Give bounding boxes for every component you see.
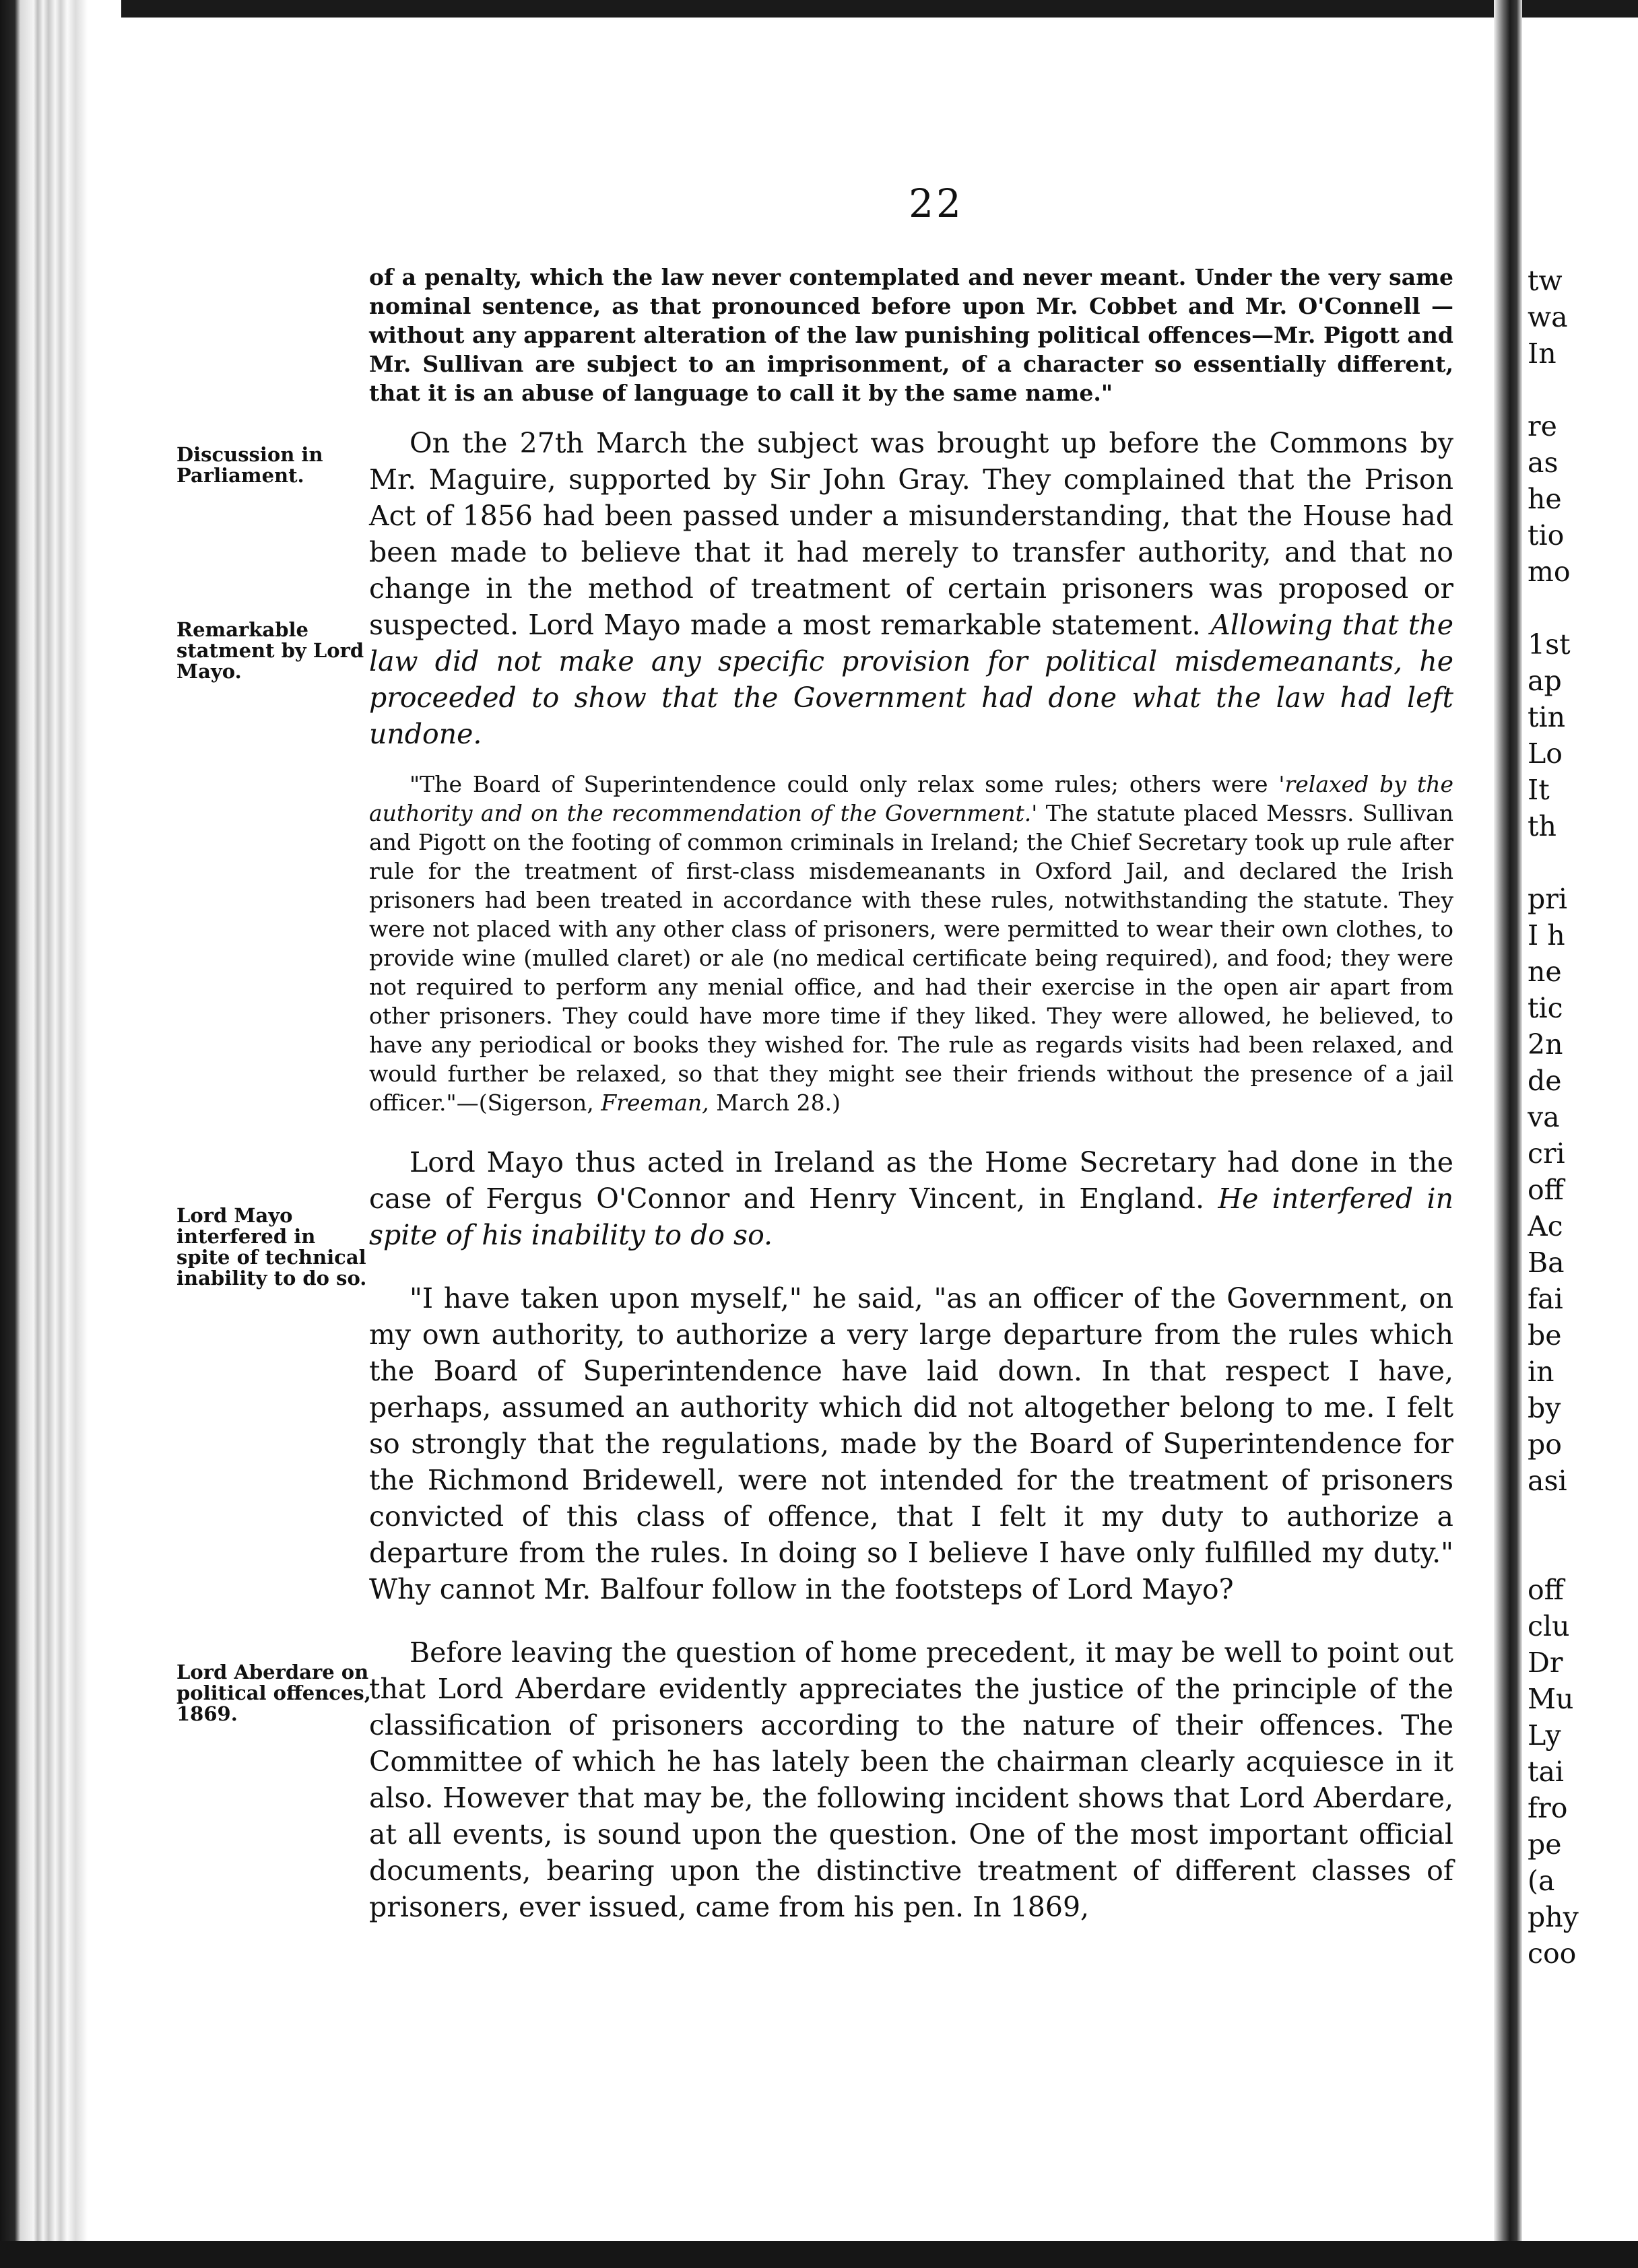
paragraph-lord-aberdare: Before leaving the question of home precedent, it may be well to point out that Lord Aberdare evidently appreciates the justice of the principle of the classification of prisoners according to the nature of their offences. The Committee of which he has lately been the chairman clearly acquiesce in it also. However that may be, the following incident shows that Lord Aberdare, at all events, is sound upon the question. One of the most important official documents, bearing upon the distinctive treatment of different classes of prisoners, ever issued, came from his pen. In 1869, [369,1636,1453,1923]
facing-page-fragment: tin [1528,701,1565,733]
facing-page-fragment [1528,1499,1638,1535]
sidenote-discussion: Discussion in Parliament. [176,443,323,487]
scan-edge-bottom [0,2241,1638,2268]
page-body [369,263,1453,1925]
facing-page-fragment: Dr [1528,1646,1563,1679]
facing-page-fragment: cri [1528,1137,1565,1170]
facing-page-fragment: pe [1528,1828,1562,1861]
facing-page-fragment: as [1528,446,1559,479]
report-body: The statute placed Messrs. Sullivan and Pigott on the footing of common criminals in Ireland; the Chief Secretary took up rule after rule for the treatment of first-class misdemeanants in Oxford Jail, and declared the Irish prisoners had been treated in accordance with these rules, notwithstanding the statute. They were not placed with any other class of prisoners, were permitted to wear their own clothes, to provide wine (mulled claret) or ale (no medical certificate being required), and food; they were not required to perform any menial office, and had their exercise in the open air apart from other prisoners. They could have more time if they liked. They were allowed, he believed, to have any periodical or books they wished for. The rule as regards visits had been relaxed, and would further be relaxed, so that they might see their friends without the presence of a jail officer."—(Sigerson, [369,800,1453,1116]
facing-page-fragment [1528,372,1638,408]
facing-page-fragment: be [1528,1319,1562,1352]
facing-page-fragment: fai [1528,1283,1563,1315]
facing-page-fragment [1528,590,1638,626]
commons-discussion-text: On the 27th March the subject was brought up before the Commons by Mr. Maguire, supported by Sir John Gray. They complained that the Prison Act of 1856 had been passed under a misunderstanding, that the House had been made to believe that it had merely to transfer authority, and that no change in the method of treatment of certain prisoners was proposed or suspected. Lord Mayo made a most remarkable statement. [369,427,1453,641]
facing-page-fragment: I h [1528,919,1565,952]
facing-page-fragment: va [1528,1101,1560,1133]
facing-page-fragment: off [1528,1174,1564,1206]
facing-page-fragment: pri [1528,883,1567,915]
facing-page-fragment: Lo [1528,737,1563,770]
facing-page-fragments [1528,263,1638,1972]
facing-page-fragment: It [1528,774,1550,806]
commons-discussion-italic: Allowing that the law did not make any specific provision for political misdemeanants, he proceeded to show that the Government had done what the law had left undone. [369,609,1454,750]
facing-page-fragment: Ba [1528,1246,1565,1279]
lord-mayo-acted-text: Lord Mayo thus acted in Ireland as the Home Secretary had done in the case of Fergus O'Connor and Henry Vincent, in England. [369,1146,1453,1215]
sidenote-lord-mayo-interfered: Lord Mayo interfered in spite of technical inability to do so. [176,1204,367,1290]
page-number: 22 [909,180,964,226]
paragraph-lord-mayo-quote: "I have taken upon myself," he said, "as an officer of the Government, on my own authority, to authorize a very large departure from the rules which the Board of Superintendence have laid down. In that respect I have, perhaps, assumed an authority which did not altogether belong to me. I felt so strongly that the regulations, made by the Board of Superintendence for the Richmond Bridewell, were not intended for the treatment of prisoners convicted of this class of offence, that I felt it my duty to authorize a departure from the rules. In doing so I believe I have only fulfilled my duty." Why cannot Mr. Balfour follow in the footsteps of Lord Mayo? [369,1282,1453,1605]
facing-page-fragment: 2n [1528,1028,1563,1061]
report-italic: 'relaxed by the authority and on the recommendation of the Government.' [369,771,1453,826]
book-gutter [1494,0,1522,2268]
report-source: Freeman, [601,1090,709,1116]
facing-page-fragment: 1st [1528,628,1571,661]
facing-page-fragment: clu [1528,1610,1570,1642]
facing-page-fragment: mo [1528,556,1571,588]
facing-page-fragment: In [1528,337,1557,370]
report-date: March 28.) [716,1090,841,1116]
report-opening: "The Board of Superintendence could only relax some rules; others were [410,771,1268,797]
facing-page-fragment: ne [1528,956,1562,988]
facing-page-fragment: (a [1528,1865,1555,1897]
facing-page-fragment: tw [1528,265,1563,297]
paragraph-lord-mayo-acted [369,1144,1453,1253]
scan-edge-top [0,0,1638,18]
facing-page-fragment: wa [1528,301,1568,333]
facing-page-fragment: tai [1528,1756,1565,1788]
facing-page-fragment: po [1528,1428,1562,1461]
facing-page-fragment: he [1528,483,1562,515]
facing-page-fragment: th [1528,810,1557,842]
facing-page-fragment: by [1528,1392,1561,1424]
facing-page-fragment: Mu [1528,1683,1574,1715]
facing-page-fragment: off [1528,1574,1564,1606]
lord-mayo-acted-italic: He interfered in spite of his inability to do so. [369,1182,1453,1251]
sidenote-remarkable-statement: Remarkable statment by Lord Mayo. [176,618,364,683]
facing-page-fragment: Ly [1528,1719,1561,1752]
facing-page-fragment: fro [1528,1792,1568,1824]
facing-page-fragment: Ac [1528,1210,1563,1242]
facing-page-fragment: de [1528,1065,1562,1097]
facing-page-fragment: re [1528,410,1557,442]
facing-page-fragment: asi [1528,1465,1567,1497]
quote-continuation: of a penalty, which the law never contemplated and never meant. Under the very same nominal sentence, as that pronounced before upon Mr. Cobbet and Mr. O'Connell —without any apparent alteration of the law punishing political offences—Mr. Pigott and Mr. Sullivan are subject to an imprisonment, of a character so essentially different, that it is an abuse of language to call it by the same name." [369,264,1453,406]
facing-page-fragment: tio [1528,519,1565,552]
sidenote-lord-aberdare: Lord Aberdare on political offences, 1869. [176,1661,371,1725]
facing-page-fragment: tic [1528,992,1563,1024]
facing-page-fragment: coo [1528,1937,1577,1970]
facing-page-fragment [1528,844,1638,881]
quote-lord-mayo-report [369,770,1453,1117]
paragraph-commons-discussion [369,425,1453,752]
facing-page-fragment: ap [1528,665,1562,697]
facing-page-fragment [1528,1535,1638,1572]
facing-page-fragment: in [1528,1356,1554,1388]
facing-page-fragment: phy [1528,1901,1579,1933]
page-stack-edge [0,0,121,2268]
